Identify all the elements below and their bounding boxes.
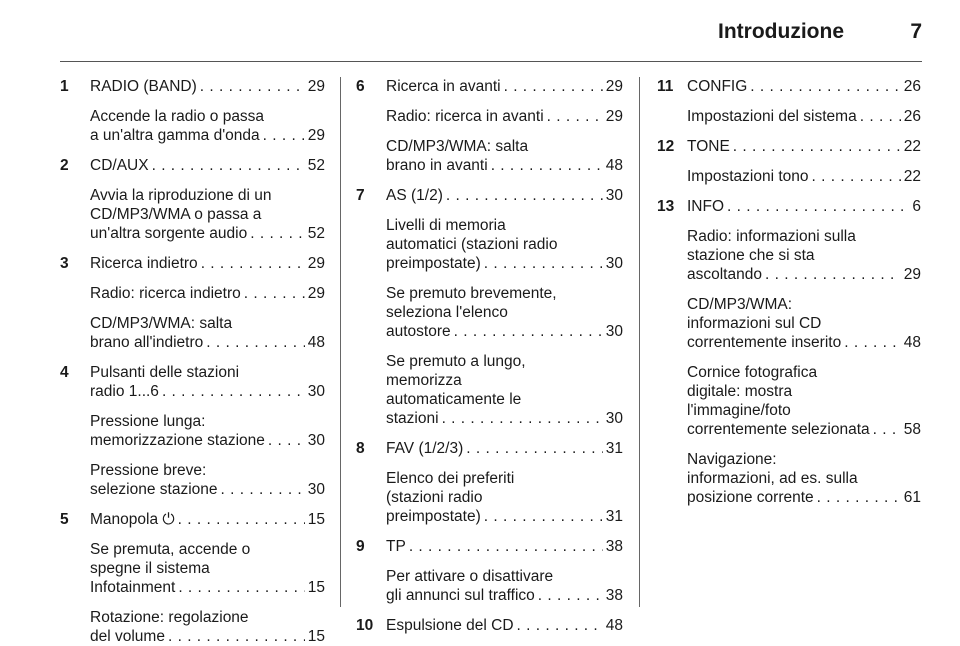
entry-text-line: informazioni, ad es. sulla [687, 470, 858, 487]
entry-number: 11 [657, 78, 674, 95]
entry-text-line: (stazioni radio [386, 489, 483, 506]
index-entry [60, 77, 325, 145]
entry-label: gli annunci sul traffico [386, 587, 535, 604]
entry-item [386, 77, 623, 96]
page-number: 7 [910, 20, 922, 43]
entry-text-line: Elenco dei preferiti [386, 470, 515, 487]
toc-line[interactable] [90, 284, 325, 303]
dot-leader [750, 77, 900, 96]
entry-item [90, 156, 325, 175]
entry-text-line: Se premuto brevemente, [386, 285, 557, 302]
entry-label: Manopola ⏻ [90, 511, 175, 528]
entry-label: correntemente selezionata [687, 421, 870, 438]
page-header [60, 18, 922, 48]
column-divider [340, 77, 341, 607]
entry-text-line: Radio: informazioni sulla [687, 228, 856, 245]
index-entry [356, 439, 623, 526]
toc-line[interactable] [90, 480, 325, 499]
toc-line[interactable] [386, 409, 623, 428]
toc-line[interactable] [687, 420, 921, 439]
toc-line[interactable] [386, 616, 623, 635]
entry-label: FAV (1/2/3) [386, 440, 464, 457]
index-entry [356, 77, 623, 175]
entry-label: selezione stazione [90, 481, 218, 498]
toc-line[interactable] [386, 439, 623, 458]
entry-number: 10 [356, 617, 374, 634]
entry-item [386, 616, 623, 635]
entry-text-line: Per attivare o disattivare [386, 568, 554, 585]
dot-leader [201, 254, 305, 273]
entry-number: 7 [356, 187, 365, 204]
entry-text-line: CD/MP3/WMA: salta [386, 138, 529, 155]
entry-item [90, 363, 325, 401]
entry-number: 5 [60, 511, 69, 528]
entry-item [386, 107, 623, 126]
page-reference[interactable]: 48 [605, 617, 623, 634]
toc-line[interactable] [386, 586, 623, 605]
page-reference[interactable]: 30 [605, 410, 623, 427]
entry-number: 2 [60, 157, 69, 174]
entry-text-line: Se premuto a lungo, [386, 353, 526, 370]
page-reference[interactable]: 22 [903, 138, 921, 155]
index-entry [356, 616, 623, 635]
entry-item [90, 461, 325, 499]
dot-leader [812, 167, 901, 186]
entry-item [687, 227, 921, 284]
entry-item [90, 77, 325, 96]
toc-line[interactable] [386, 322, 623, 341]
entry-item [386, 352, 623, 428]
page-reference[interactable]: 58 [903, 421, 921, 438]
entry-label: memorizzazione stazione [90, 432, 265, 449]
toc-line[interactable] [386, 254, 623, 273]
entry-label: del volume [90, 628, 165, 645]
dot-leader [221, 480, 305, 499]
entry-item [687, 295, 921, 352]
entry-text-line: seleziona l'elenco [386, 304, 508, 321]
entry-number: 6 [356, 78, 365, 95]
toc-line[interactable] [386, 156, 623, 175]
entry-item [90, 608, 325, 646]
toc-line[interactable] [386, 507, 623, 526]
index-column-3 [657, 77, 921, 507]
entry-label: correntemente inserito [687, 334, 842, 351]
page-reference[interactable]: 22 [903, 168, 921, 185]
entry-label: Espulsione del CD [386, 617, 514, 634]
entry-label: Impostazioni tono [687, 168, 809, 185]
page-reference[interactable]: 31 [605, 440, 623, 457]
dot-leader [491, 156, 603, 175]
entry-item [687, 77, 921, 96]
entry-text-line: Pressione breve: [90, 462, 207, 479]
entry-text-line: Avvia la riproduzione di un [90, 187, 272, 204]
entry-item [687, 107, 921, 126]
entry-text-line: Pulsanti delle stazioni [90, 364, 240, 381]
toc-line[interactable] [687, 333, 921, 352]
toc-line[interactable] [90, 627, 325, 646]
entry-item [90, 107, 325, 145]
toc-line[interactable] [90, 382, 325, 401]
entry-item [687, 450, 921, 507]
entry-text-line: CD/MP3/WMA: salta [90, 315, 233, 332]
entry-label: Ricerca in avanti [386, 78, 501, 95]
toc-line[interactable] [90, 77, 325, 96]
dot-leader [517, 616, 603, 635]
entry-label: a un'altra gamma d'onda [90, 127, 260, 144]
entry-label: posizione corrente [687, 489, 814, 506]
entry-label: radio 1...6 [90, 383, 159, 400]
page-reference[interactable]: 48 [903, 334, 921, 351]
dot-leader [538, 586, 603, 605]
page-reference[interactable]: 31 [605, 508, 623, 525]
entry-text-line: informazioni sul CD [687, 315, 822, 332]
entry-label: INFO [687, 198, 725, 215]
dot-leader [727, 197, 909, 216]
entry-text-line: CD/MP3/WMA o passa a [90, 206, 262, 223]
entry-label: stazioni [386, 410, 439, 427]
dot-leader [178, 510, 305, 529]
toc-line[interactable] [90, 333, 325, 352]
dot-leader [454, 322, 603, 341]
index-entry [657, 197, 921, 507]
entry-item [386, 537, 623, 556]
toc-line[interactable] [687, 488, 921, 507]
dot-leader [504, 77, 603, 96]
column-divider [639, 77, 640, 607]
entry-text-line: automaticamente le [386, 391, 522, 408]
entry-label: preimpostate) [386, 508, 481, 525]
dot-leader [446, 186, 603, 205]
entry-item [386, 439, 623, 458]
page-reference[interactable]: 29 [307, 78, 325, 95]
entry-text-line: Livelli di memoria [386, 217, 506, 234]
entry-text-line: automatici (stazioni radio [386, 236, 558, 253]
toc-line[interactable] [687, 107, 921, 126]
dot-leader [817, 488, 901, 507]
dot-leader [206, 333, 304, 352]
index-entry [60, 510, 325, 646]
entry-item [386, 186, 623, 205]
header-rule [60, 61, 922, 62]
entry-label: TP [386, 538, 406, 555]
index-entry [657, 77, 921, 126]
dot-leader [268, 431, 305, 450]
entry-item [687, 137, 921, 156]
index-entry [60, 156, 325, 243]
page-reference[interactable]: 29 [307, 285, 325, 302]
entry-label: ascoltando [687, 266, 762, 283]
entry-number: 9 [356, 538, 365, 555]
entry-label: CD/AUX [90, 157, 149, 174]
dot-leader [152, 156, 305, 175]
page-reference[interactable]: 30 [307, 432, 325, 449]
index-column-2 [356, 77, 623, 635]
toc-line[interactable] [90, 431, 325, 450]
entry-item [90, 254, 325, 273]
toc-line[interactable] [90, 510, 325, 529]
entry-label: Ricerca indietro [90, 255, 198, 272]
entry-label: preimpostate) [386, 255, 481, 272]
entry-number: 12 [657, 138, 675, 155]
entry-item [386, 216, 623, 273]
entry-label: autostore [386, 323, 451, 340]
index-entry [356, 537, 623, 605]
dot-leader [409, 537, 603, 556]
toc-line[interactable] [687, 197, 921, 216]
entry-item [90, 510, 325, 529]
entry-text-line: Rotazione: regolazione [90, 609, 249, 626]
entry-label: brano all'indietro [90, 334, 204, 351]
page-reference[interactable]: 30 [605, 323, 623, 340]
entry-label: Radio: ricerca in avanti [386, 108, 544, 125]
dot-leader [162, 382, 305, 401]
toc-line[interactable] [687, 167, 921, 186]
entry-text-line: Pressione lunga: [90, 413, 206, 430]
dot-leader [733, 137, 901, 156]
entry-item [687, 363, 921, 439]
dot-leader [484, 507, 603, 526]
entry-label: Radio: ricerca indietro [90, 285, 241, 302]
section-title: Introduzione [718, 20, 844, 43]
entry-number: 8 [356, 440, 365, 457]
index-entry [60, 363, 325, 499]
entry-text-line: memorizza [386, 372, 462, 389]
page-reference[interactable]: 52 [307, 225, 325, 242]
page-reference[interactable]: 61 [903, 489, 921, 506]
entry-number: 13 [657, 198, 675, 215]
dot-leader [244, 284, 305, 303]
toc-line[interactable] [90, 156, 325, 175]
page-reference[interactable]: 29 [307, 127, 325, 144]
index-column-1 [60, 77, 325, 646]
page-reference[interactable]: 30 [605, 255, 623, 272]
dot-leader [765, 265, 901, 284]
entry-number: 1 [60, 78, 69, 95]
page-reference[interactable]: 38 [605, 587, 623, 604]
page-reference[interactable]: 30 [307, 383, 325, 400]
entry-label: RADIO (BAND) [90, 78, 197, 95]
dot-leader [547, 107, 603, 126]
entry-item [386, 567, 623, 605]
dot-leader [168, 627, 305, 646]
entry-text-line: digitale: mostra [687, 383, 793, 400]
entry-label: un'altra sorgente audio [90, 225, 248, 242]
entry-label: CONFIG [687, 78, 748, 95]
dot-leader [200, 77, 305, 96]
dot-leader [178, 578, 304, 597]
entry-label: Impostazioni del sistema [687, 108, 857, 125]
entry-text-line: CD/MP3/WMA: [687, 296, 793, 313]
page-reference[interactable]: 15 [307, 511, 325, 528]
entry-label: brano in avanti [386, 157, 488, 174]
entry-text-line: Navigazione: [687, 451, 777, 468]
dot-leader [263, 126, 305, 145]
index-entry [60, 254, 325, 352]
toc-line[interactable] [90, 578, 325, 597]
entry-text-line: Accende la radio o passa [90, 108, 265, 125]
entry-item [386, 469, 623, 526]
entry-item [90, 284, 325, 303]
dot-leader [484, 254, 603, 273]
toc-line[interactable] [687, 77, 921, 96]
page-reference[interactable]: 29 [903, 266, 921, 283]
page-reference[interactable]: 29 [307, 255, 325, 272]
toc-line[interactable] [386, 537, 623, 556]
page-reference[interactable]: 48 [605, 157, 623, 174]
page-reference[interactable]: 15 [307, 628, 325, 645]
entry-text-line: l'immagine/foto [687, 402, 791, 419]
toc-line[interactable] [687, 137, 921, 156]
page-reference[interactable]: 38 [605, 538, 623, 555]
page-reference[interactable]: 29 [605, 78, 623, 95]
page-reference[interactable]: 29 [605, 108, 623, 125]
entry-text-line: Cornice fotografica [687, 364, 818, 381]
entry-item [687, 197, 921, 216]
page-reference[interactable]: 26 [903, 108, 921, 125]
page-reference[interactable]: 15 [307, 579, 325, 596]
page-reference[interactable]: 6 [912, 198, 921, 215]
entry-number: 4 [60, 364, 69, 381]
page-reference[interactable]: 30 [307, 481, 325, 498]
entry-item [90, 412, 325, 450]
toc-line[interactable] [90, 126, 325, 145]
dot-leader [250, 224, 305, 243]
entry-item [90, 314, 325, 352]
entry-label: AS (1/2) [386, 187, 443, 204]
entry-item [687, 167, 921, 186]
toc-line[interactable] [386, 77, 623, 96]
page-reference[interactable]: 52 [307, 157, 325, 174]
dot-leader [860, 107, 901, 126]
dot-leader [844, 333, 901, 352]
toc-line[interactable] [687, 265, 921, 284]
toc-line[interactable] [386, 186, 623, 205]
entry-item [386, 137, 623, 175]
toc-line[interactable] [90, 254, 325, 273]
dot-leader [873, 420, 901, 439]
page-reference[interactable]: 26 [903, 78, 921, 95]
index-entry [657, 137, 921, 186]
entry-label: TONE [687, 138, 730, 155]
toc-line[interactable] [90, 224, 325, 243]
entry-label: Infotainment [90, 579, 176, 596]
page-reference[interactable]: 48 [307, 334, 325, 351]
entry-item [90, 186, 325, 243]
entry-item [90, 540, 325, 597]
dot-leader [442, 409, 603, 428]
page-reference[interactable]: 30 [605, 187, 623, 204]
entry-text-line: spegne il sistema [90, 560, 210, 577]
dot-leader [466, 439, 603, 458]
entry-number: 3 [60, 255, 69, 272]
toc-line[interactable] [386, 107, 623, 126]
entry-text-line: Se premuta, accende o [90, 541, 251, 558]
index-entry [356, 186, 623, 428]
entry-item [386, 284, 623, 341]
entry-text-line: stazione che si sta [687, 247, 815, 264]
